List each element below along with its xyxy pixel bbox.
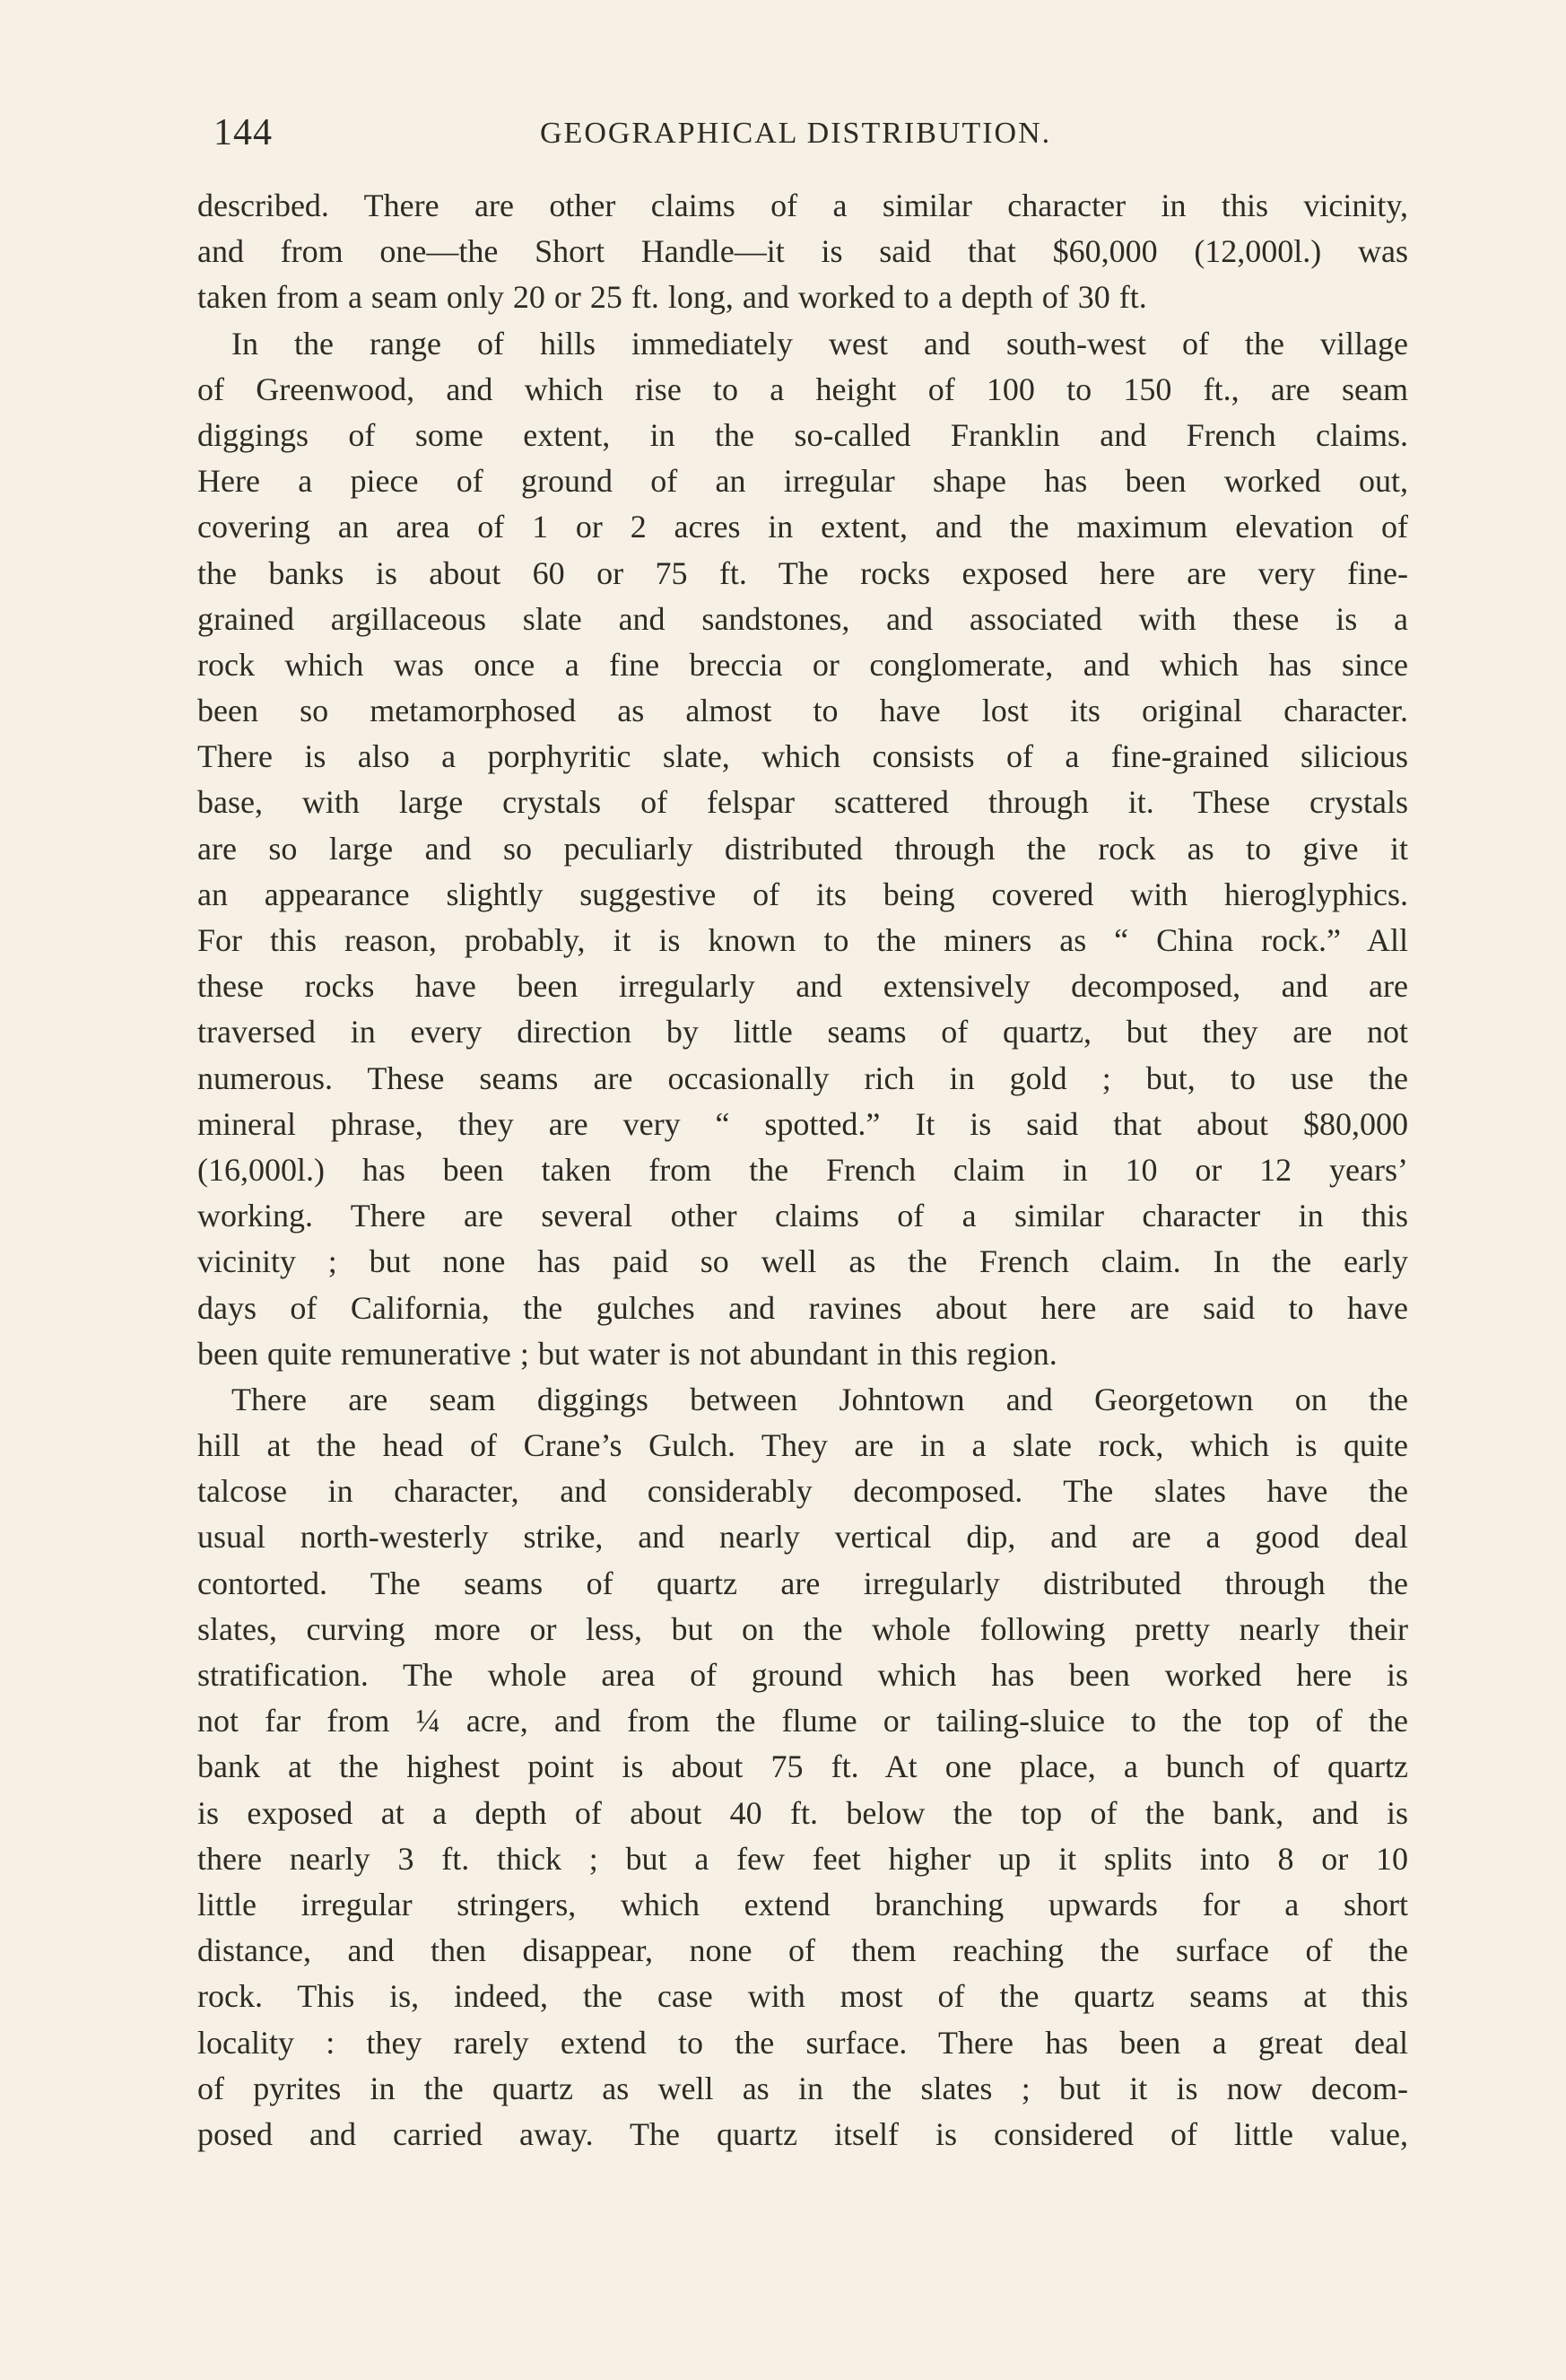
text-line: is exposed at a depth of about 40 ft. below the top of the bank, and is bbox=[197, 1794, 1408, 1831]
text-line: Here a piece of ground of an irregular shape has been worked out, bbox=[197, 463, 1408, 500]
text-line: traversed in every direction by little seams of quartz, but they are not bbox=[197, 1014, 1408, 1051]
text-line: talcose in character, and considerably decomposed. The slates have the bbox=[197, 1473, 1408, 1510]
text-line: been quite remunerative ; but water is not abundant in this region. bbox=[197, 1335, 1057, 1372]
text-line: and from one—the Short Handle—it is said that $60,000 (12,000l.) was bbox=[197, 233, 1408, 270]
text-line: days of California, the gulches and ravines about here are said to have bbox=[197, 1289, 1408, 1326]
text-line: covering an area of 1 or 2 acres in extent, and the maximum elevation of bbox=[197, 509, 1408, 545]
text-line: base, with large crystals of felspar scattered through it. These crystals bbox=[197, 784, 1408, 821]
text-line: rock which was once a fine breccia or conglomerate, and which has since bbox=[197, 646, 1408, 683]
text-line: are so large and so peculiarly distributed through the rock as to give it bbox=[197, 830, 1408, 867]
running-head: GEOGRAPHICAL DISTRIBUTION. bbox=[540, 117, 1052, 150]
text-line: working. There are several other claims of a similar character in this bbox=[197, 1198, 1408, 1234]
text-line: of Greenwood, and which rise to a height of 100 to 150 ft., are seam bbox=[197, 371, 1408, 407]
text-line: There are seam diggings between Johntown and Georgetown on the bbox=[231, 1381, 1408, 1417]
text-line: (16,000l.) has been taken from the French claim in 10 or 12 years’ bbox=[197, 1151, 1408, 1188]
text-line: the banks is about 60 or 75 ft. The rocks exposed here are very fine- bbox=[197, 554, 1408, 591]
text-line: hill at the head of Crane’s Gulch. They are in a slate rock, which is quite bbox=[197, 1427, 1408, 1464]
text-line: rock. This is, indeed, the case with most of the quartz seams at this bbox=[197, 1978, 1408, 2015]
text-line: stratification. The whole area of ground which has been worked here is bbox=[197, 1657, 1408, 1693]
text-line: slates, curving more or less, but on the whole following pretty nearly their bbox=[197, 1610, 1408, 1647]
text-line: little irregular stringers, which extend branching upwards for a short bbox=[197, 1886, 1408, 1922]
text-line: mineral phrase, they are very “ spotted.” It is said that about $80,000 bbox=[197, 1105, 1408, 1142]
text-line: not far from ¼ acre, and from the flume or tailing-sluice to the top of the bbox=[197, 1703, 1408, 1739]
text-line: distance, and then disappear, none of them reaching the surface of the bbox=[197, 1932, 1408, 1969]
text-line: taken from a seam only 20 or 25 ft. long, and worked to a depth of 30 ft. bbox=[197, 279, 1147, 316]
page-number: 144 bbox=[213, 112, 273, 153]
page-header bbox=[199, 111, 1410, 156]
text-line: described. There are other claims of a similar character in this vicinity, bbox=[197, 187, 1408, 223]
text-line: an appearance slightly suggestive of its being covered with hieroglyphics. bbox=[197, 876, 1408, 912]
text-line: there nearly 3 ft. thick ; but a few feet higher up it splits into 8 or 10 bbox=[197, 1840, 1408, 1877]
text-line: vicinity ; but none has paid so well as the French claim. In the early bbox=[197, 1243, 1408, 1280]
text-line: grained argillaceous slate and sandstones, and associated with these is a bbox=[197, 600, 1408, 637]
text-line: numerous. These seams are occasionally rich in gold ; but, to use the bbox=[197, 1059, 1408, 1096]
text-line: these rocks have been irregularly and extensively decomposed, and are bbox=[197, 968, 1408, 1005]
body-text bbox=[197, 183, 1408, 2158]
text-line: In the range of hills immediately west and south-west of the village bbox=[231, 325, 1408, 362]
text-line: been so metamorphosed as almost to have lost its original character. bbox=[197, 693, 1408, 729]
text-line: usual north-westerly strike, and nearly vertical dip, and are a good deal bbox=[197, 1519, 1408, 1556]
text-line: of pyrites in the quartz as well as in the slates ; but it is now decom- bbox=[197, 2070, 1408, 2106]
text-line: There is also a porphyritic slate, which consists of a fine-grained silicious bbox=[197, 738, 1408, 775]
text-line: contorted. The seams of quartz are irregularly distributed through the bbox=[197, 1565, 1408, 1601]
text-line: locality : they rarely extend to the surface. There has been a great deal bbox=[197, 2024, 1408, 2061]
text-line: For this reason, probably, it is known to the miners as “ China rock.” All bbox=[197, 922, 1408, 958]
text-line: posed and carried away. The quartz itself is considered of little value, bbox=[197, 2115, 1408, 2152]
text-line: bank at the highest point is about 75 ft. At one place, a bunch of quartz bbox=[197, 1748, 1408, 1785]
text-line: diggings of some extent, in the so-called Franklin and French claims. bbox=[197, 416, 1408, 453]
